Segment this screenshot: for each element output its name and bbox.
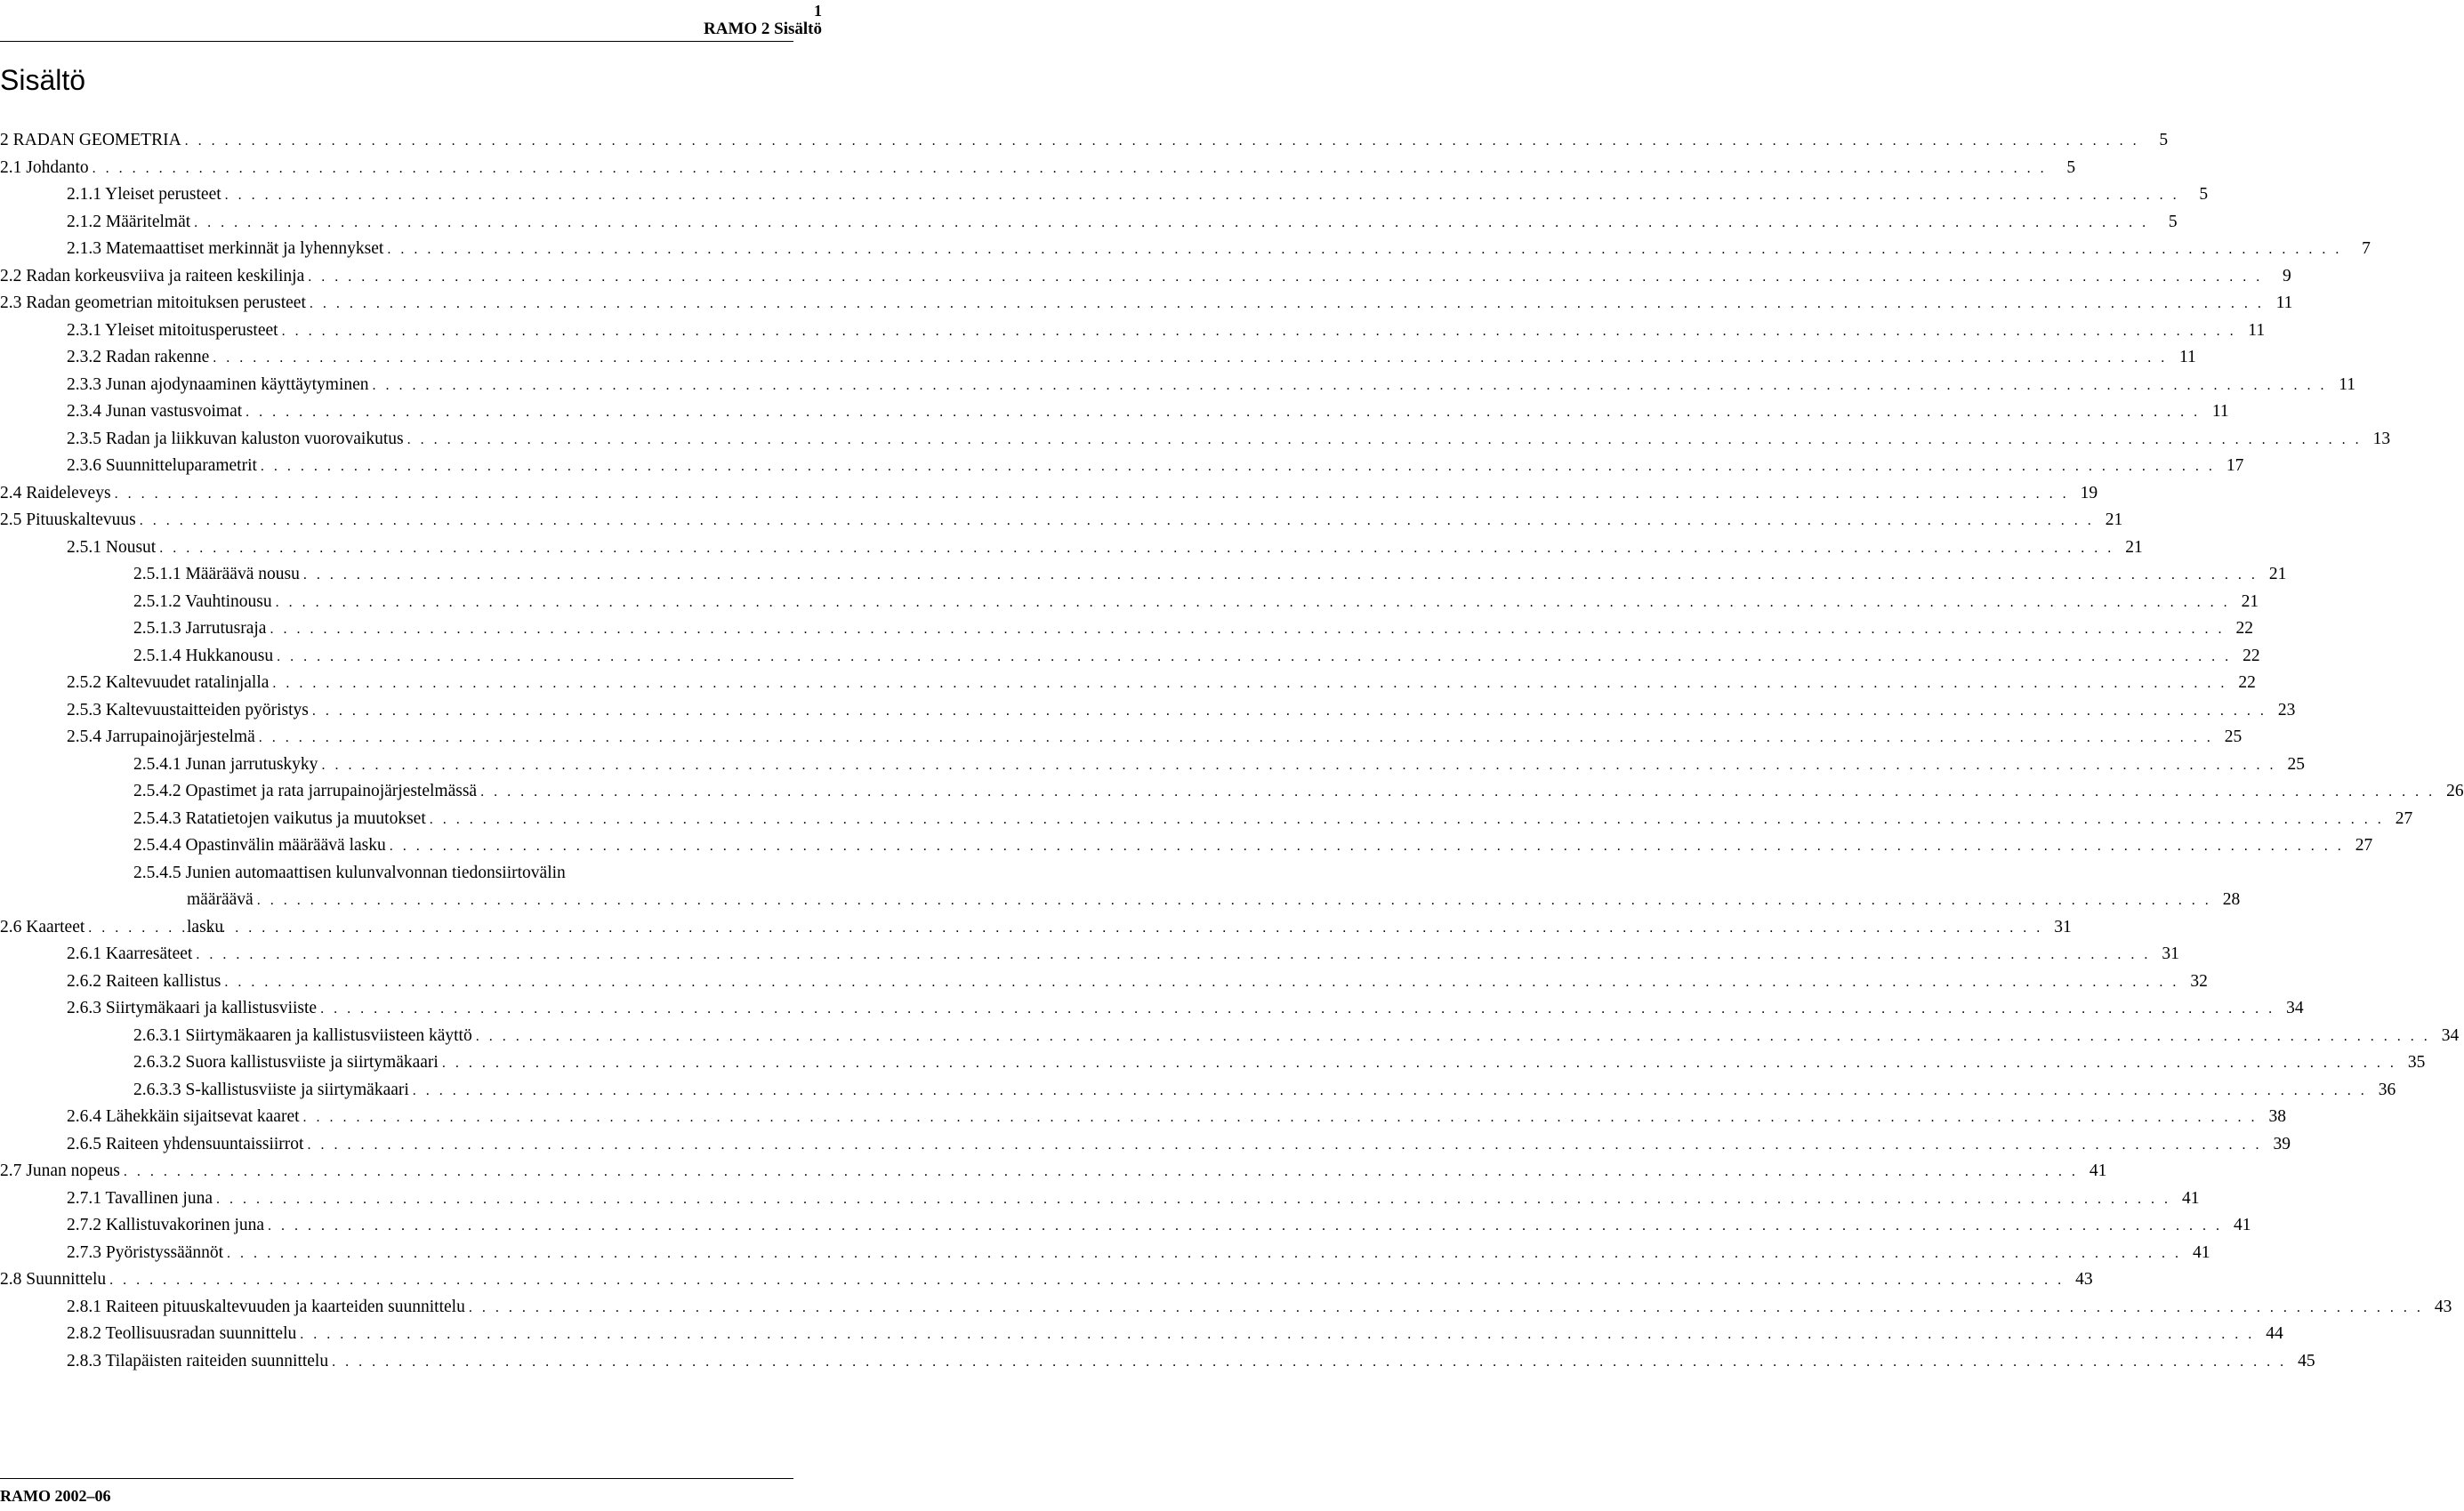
toc-entry-title: 2.5.4.2 Opastimet ja rata jarrupainojärjestelmässä (133, 782, 478, 800)
toc-page-number: 35 (2407, 1053, 2426, 1072)
toc-entry-title: 2.3.6 Suunnitteluparametrit (67, 456, 257, 475)
toc-entry-title: 2.6.3.3 S-kallistusviiste ja siirtymäkaari (133, 1080, 409, 1099)
header-divider (0, 41, 793, 42)
toc-entry-title: 2.3.5 Radan ja liikkuvan kaluston vuorovaikutus (67, 429, 404, 448)
dot-leader (390, 833, 2345, 861)
toc-entry[interactable] (0, 317, 2266, 345)
toc-entry-title: 2.3.1 Yleiset mitoitusperusteet (67, 320, 278, 340)
toc-entry-title: 2.8.2 Teollisuusradan suunnittelu (67, 1324, 297, 1343)
dot-leader (320, 996, 2275, 1024)
dot-leader (140, 508, 2095, 535)
toc-page-number: 13 (2372, 429, 2391, 448)
toc-entry-title: 2.5.1 Nousut (67, 537, 157, 557)
dot-leader (321, 752, 2276, 780)
toc-entry-title: 2.3.3 Junan ajodynaaminen käyttäytyminen (67, 374, 369, 394)
toc-entry[interactable] (0, 1158, 2107, 1185)
toc-page-number: 7 (2362, 239, 2371, 258)
toc-entry-title: 2.6.3 Siirtymäkaari ja kallistusviiste (67, 999, 318, 1017)
toc-entry-title: 2.5.4.3 Ratatietojen vaikutus ja muutokset (133, 808, 426, 828)
toc-entry-title: 2.3 Radan geometrian mitoituksen perusteet (0, 293, 306, 312)
dot-leader (115, 481, 2070, 509)
toc-entry[interactable] (0, 480, 2098, 508)
toc-page-number: 45 (2298, 1351, 2315, 1370)
toc-entry-title: 2.1.1 Yleiset perusteet (67, 185, 221, 204)
dot-leader (308, 264, 2263, 292)
toc-entry[interactable] (0, 236, 2371, 263)
toc-page-number: 5 (2066, 157, 2076, 177)
toc-page-number: 21 (2268, 565, 2287, 583)
dot-leader (124, 1159, 2079, 1186)
toc-entry[interactable] (0, 1049, 2426, 1077)
toc-page-number: 32 (2190, 971, 2208, 991)
toc-page-number: 5 (2168, 212, 2178, 231)
toc-page-number: 21 (2241, 591, 2259, 611)
toc-entry-title: 2.7.3 Pyöristyssäännöt (67, 1242, 224, 1262)
toc-page-number: 26 (2446, 782, 2464, 800)
toc-entry[interactable] (0, 426, 2391, 454)
toc-entry[interactable] (0, 372, 2356, 399)
dot-leader (93, 156, 2048, 183)
toc-entry[interactable] (0, 1212, 2251, 1240)
toc-entry[interactable] (0, 806, 2413, 833)
toc-entry[interactable] (0, 1131, 2291, 1159)
toc-entry[interactable] (0, 290, 2293, 317)
toc-page-number: 9 (2282, 266, 2291, 285)
toc-page-number: 36 (2378, 1080, 2396, 1099)
toc-entry-title: 2.1 Johdanto (0, 157, 89, 177)
toc-entry[interactable] (0, 724, 2243, 751)
dot-leader (413, 1078, 2368, 1105)
toc-entry-title: 2.1.3 Matemaattiset merkinnät ja lyhennykset (67, 239, 384, 258)
footer-text: RAMO 2002–06 (0, 1487, 111, 1505)
toc-page-number: 5 (2159, 131, 2169, 149)
dot-leader (159, 535, 2114, 563)
toc-entry-title: 2.5.1.1 Määräävä nousu (133, 565, 300, 583)
dot-leader (282, 318, 2237, 346)
toc-entry[interactable] (0, 1266, 2093, 1294)
toc-entry[interactable] (0, 778, 2464, 806)
dot-leader (373, 373, 2328, 400)
toc-entry-title: 2.7.2 Kallistuvakorinen juna (67, 1216, 265, 1234)
toc-entry[interactable] (0, 507, 2123, 534)
toc-entry[interactable] (0, 344, 2196, 372)
toc-entry[interactable] (0, 453, 2244, 480)
toc-page-number: 34 (2286, 999, 2304, 1017)
dot-leader (307, 1132, 2262, 1160)
toc-page-number: 44 (2266, 1324, 2283, 1343)
toc-entry-title: 2.6.5 Raiteen yhdensuuntaissiirrot (67, 1134, 304, 1153)
toc-page-number: 43 (2434, 1297, 2452, 1316)
table-of-contents (0, 127, 2464, 1375)
toc-page-number: 22 (2238, 673, 2256, 692)
toc-entry-title: 2.2 Radan korkeusviiva ja raiteen keskilinja (0, 266, 305, 285)
dot-leader (246, 399, 2201, 427)
toc-page-number: 11 (2339, 374, 2356, 394)
dot-leader (185, 128, 2140, 156)
toc-entry-title: 2.5.1.4 Hukkanousu (133, 646, 274, 665)
toc-entry[interactable] (0, 534, 2143, 562)
dot-leader (88, 915, 2043, 943)
toc-entry-title: 2.4 Raideleveys (0, 483, 111, 502)
toc-page-number: 27 (2395, 808, 2413, 828)
toc-entry[interactable] (0, 914, 2072, 942)
toc-entry-title: 2.5.4 Jarrupainojärjestelmä (67, 727, 255, 746)
toc-entry-title: 2.5.1.2 Vauhtinousu (133, 591, 272, 611)
toc-page-number: 39 (2273, 1134, 2291, 1153)
toc-entry[interactable] (0, 670, 2256, 697)
toc-entry[interactable] (0, 589, 2259, 616)
toc-entry[interactable] (0, 561, 2287, 589)
toc-entry-title: 2.1.2 Määritelmät (67, 212, 191, 231)
dot-leader (257, 888, 2212, 915)
dot-leader (272, 671, 2227, 698)
dot-leader (213, 345, 2168, 373)
toc-entry[interactable] (0, 1185, 2200, 1213)
dot-leader (276, 590, 2231, 617)
toc-entry-title: 2.6.2 Raiteen kallistus (67, 971, 221, 991)
toc-page-number: 41 (2193, 1242, 2210, 1262)
toc-page-number: 31 (2054, 917, 2072, 936)
dot-leader (277, 644, 2232, 671)
toc-entry[interactable] (0, 941, 2179, 968)
toc-page-number: 38 (2268, 1107, 2287, 1126)
toc-page-number: 43 (2075, 1270, 2093, 1289)
toc-entry-title: 2.6.1 Kaarresäteet (67, 944, 193, 963)
toc-entry[interactable] (0, 1240, 2210, 1267)
toc-entry-title: 2.8 Suunnittelu (0, 1270, 107, 1289)
footer-divider (0, 1478, 793, 1479)
toc-entry-title: 2.6.4 Lähekkäin sijaitsevat kaaret (67, 1107, 300, 1126)
toc-entry[interactable] (0, 615, 2253, 643)
dot-leader (407, 427, 2363, 454)
toc-page-number: 5 (2199, 185, 2209, 204)
dot-leader (216, 1186, 2171, 1214)
toc-page-number: 41 (2234, 1216, 2251, 1234)
dot-leader (196, 942, 2151, 969)
page-number: 1 (814, 2, 822, 20)
toc-page-number: 22 (2243, 646, 2260, 665)
toc-page-number: 11 (2179, 348, 2196, 366)
toc-page-number: 11 (2211, 402, 2229, 421)
toc-entry-title: 2.5.1.3 Jarrutusraja (133, 619, 267, 638)
toc-entry-title: 2 RADAN GEOMETRIA (0, 131, 181, 149)
dot-leader (303, 1105, 2259, 1132)
toc-entry-title: 2.3.4 Junan vastusvoimat (67, 402, 243, 421)
toc-entry[interactable] (0, 995, 2304, 1023)
toc-entry[interactable] (0, 1077, 2396, 1105)
dot-leader (476, 1024, 2431, 1051)
toc-entry[interactable] (0, 127, 2169, 155)
toc-page-number: 41 (2089, 1161, 2107, 1180)
toc-page-number: 22 (2235, 619, 2253, 638)
toc-entry-title: 2.6 Kaarteet (0, 917, 85, 936)
toc-page-number: 21 (2105, 510, 2123, 529)
dot-leader (225, 182, 2180, 210)
toc-entry[interactable] (0, 181, 2209, 209)
toc-page-number: 31 (2162, 944, 2179, 963)
dot-leader (310, 291, 2265, 318)
dot-leader (224, 969, 2179, 997)
toc-page-number: 19 (2080, 483, 2098, 502)
toc-entry[interactable] (0, 1104, 2287, 1131)
toc-entry[interactable] (0, 1023, 2460, 1050)
toc-entry-title: 2.3.2 Radan rakenne (67, 348, 210, 366)
toc-entry[interactable] (0, 968, 2208, 996)
toc-entry-title: 2.5.2 Kaltevuudet ratalinjalla (67, 673, 270, 692)
toc-entry[interactable] (0, 643, 2260, 671)
toc-entry-title: 2.5.3 Kaltevuustaitteiden pyöristys (67, 700, 309, 719)
toc-entry[interactable] (0, 263, 2291, 291)
toc-entry-title: 2.5 Pituuskaltevuus (0, 510, 136, 529)
toc-page-number: 34 (2441, 1025, 2460, 1045)
dot-leader (194, 210, 2149, 237)
toc-page-number: 25 (2287, 754, 2305, 774)
toc-entry-title: 2.7 Junan nopeus (0, 1161, 120, 1180)
dot-leader (270, 616, 2225, 644)
toc-page-number: 27 (2355, 836, 2373, 855)
dot-leader (303, 562, 2259, 590)
toc-entry-title: 2.6.3.1 Siirtymäkaaren ja kallistusviisteen käyttö (133, 1025, 472, 1045)
dot-leader (430, 807, 2385, 834)
toc-entry-title: 2.8.1 Raiteen pituuskaltevuuden ja kaarteiden suunnittelu (67, 1297, 465, 1316)
running-head: RAMO 2 Sisältö (704, 20, 822, 38)
dot-leader (442, 1050, 2397, 1078)
dot-leader (332, 1349, 2287, 1377)
toc-page-number: 28 (2222, 890, 2241, 909)
toc-entry[interactable] (0, 398, 2229, 426)
toc-entry-title: 2.5.4.4 Opastinvälin määräävä lasku (133, 836, 386, 855)
toc-entry[interactable] (0, 1348, 2315, 1376)
toc-entry[interactable] (0, 751, 2305, 779)
toc-page-number: 21 (2125, 537, 2143, 557)
toc-entry[interactable] (0, 209, 2178, 237)
dot-leader (259, 725, 2214, 752)
toc-page-number: 23 (2277, 700, 2296, 719)
dot-leader (109, 1267, 2065, 1295)
dot-leader (300, 1322, 2255, 1349)
dot-leader (261, 454, 2216, 481)
dot-leader (469, 1295, 2424, 1322)
dot-leader (268, 1213, 2223, 1241)
dot-leader (480, 779, 2436, 807)
toc-page-number: 17 (2226, 456, 2244, 475)
dot-leader (387, 237, 2342, 264)
toc-page-number: 11 (2275, 293, 2293, 312)
toc-page-number: 11 (2248, 320, 2266, 340)
dot-leader (312, 698, 2267, 726)
toc-entry[interactable] (0, 1294, 2452, 1322)
toc-entry-title-continued: määräävä lasku (187, 890, 254, 936)
toc-page-number: 41 (2182, 1188, 2200, 1208)
toc-entry-title: 2.8.3 Tilapäisten raiteiden suunnittelu (67, 1351, 329, 1370)
toc-entry-title: 2.5.4.1 Junan jarrutuskyky (133, 754, 318, 774)
page-title: Sisältö (0, 64, 86, 96)
toc-entry[interactable] (0, 697, 2296, 725)
toc-entry-title: 2.7.1 Tavallinen juna (67, 1188, 213, 1208)
toc-entry[interactable] (0, 1321, 2283, 1348)
toc-entry-title: 2.5.4.5 Junien automaattisen kulunvalvonnan tiedonsiirtovälin (133, 863, 566, 882)
toc-entry[interactable] (0, 155, 2076, 182)
toc-entry-title: 2.6.3.2 Suora kallistusviiste ja siirtymäkaari (133, 1053, 439, 1072)
toc-entry[interactable] (0, 832, 2373, 860)
dot-leader (227, 1241, 2182, 1268)
toc-page-number: 25 (2224, 727, 2243, 746)
